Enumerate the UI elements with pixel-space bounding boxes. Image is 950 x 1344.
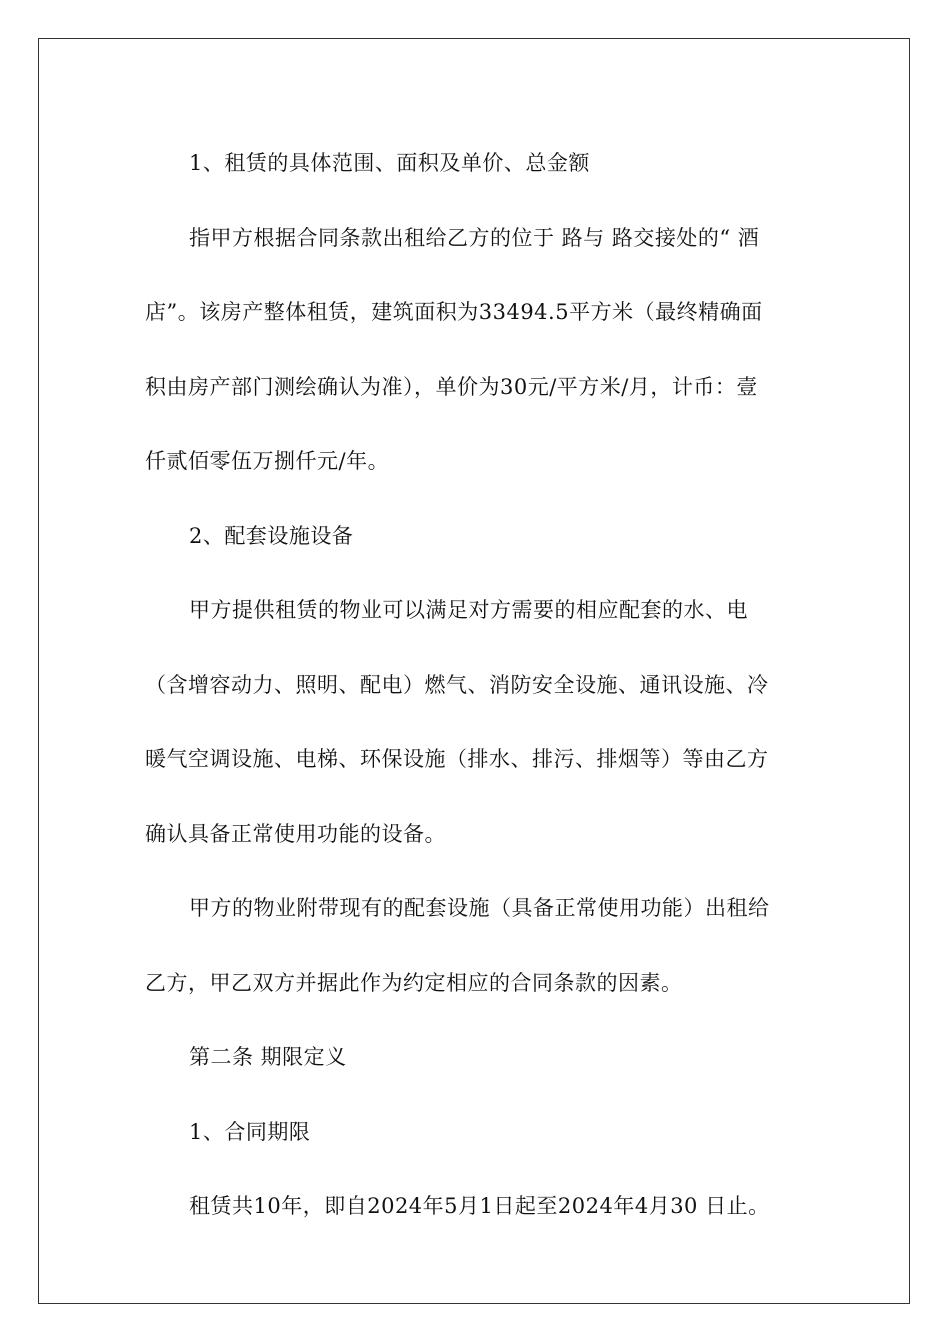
paragraph-line: 仟贰佰零伍万捌仟元/年。 <box>145 449 390 473</box>
section-heading-contract-term: 1、合同期限 <box>189 1119 311 1144</box>
paragraph-line: 暖气空调设施、电梯、环保设施（排水、排污、排烟等）等由乙方 <box>145 747 769 771</box>
document-body <box>145 126 805 1244</box>
paragraph-line: 积由房产部门测绘确认为准），单价为30元/平方米/月，计币：壹 <box>145 374 758 399</box>
paragraph-line: 确认具备正常使用功能的设备。 <box>145 821 446 846</box>
paragraph-line: 指甲方根据合同条款出租给乙方的位于 路与 路交接处的“ 酒 <box>189 225 760 250</box>
article-heading-term-definition: 第二条 期限定义 <box>189 1045 347 1069</box>
paragraph-line: 租赁共10年，即自2024年5月1日起至2024年4月30 日止。 <box>189 1194 770 1218</box>
section-heading-rental-scope: 1、租赁的具体范围、面积及单价、总金额 <box>189 151 590 175</box>
paragraph-line: 乙方，甲乙双方并据此作为约定相应的合同条款的因素。 <box>145 970 683 995</box>
paragraph-line: 甲方的物业附带现有的配套设施（具备正常使用功能）出租给 <box>189 896 770 920</box>
paragraph-line: （含增容动力、照明、配电）燃气、消防安全设施、通讯设施、冷 <box>145 672 769 697</box>
paragraph-line: 甲方提供租赁的物业可以满足对方需要的相应配套的水、电 <box>189 598 748 622</box>
section-heading-facilities: 2、配套设施设备 <box>189 523 354 548</box>
paragraph-line: 店”。该房产整体租赁，建筑面积为33494.5平方米（最终精确面 <box>145 300 763 324</box>
